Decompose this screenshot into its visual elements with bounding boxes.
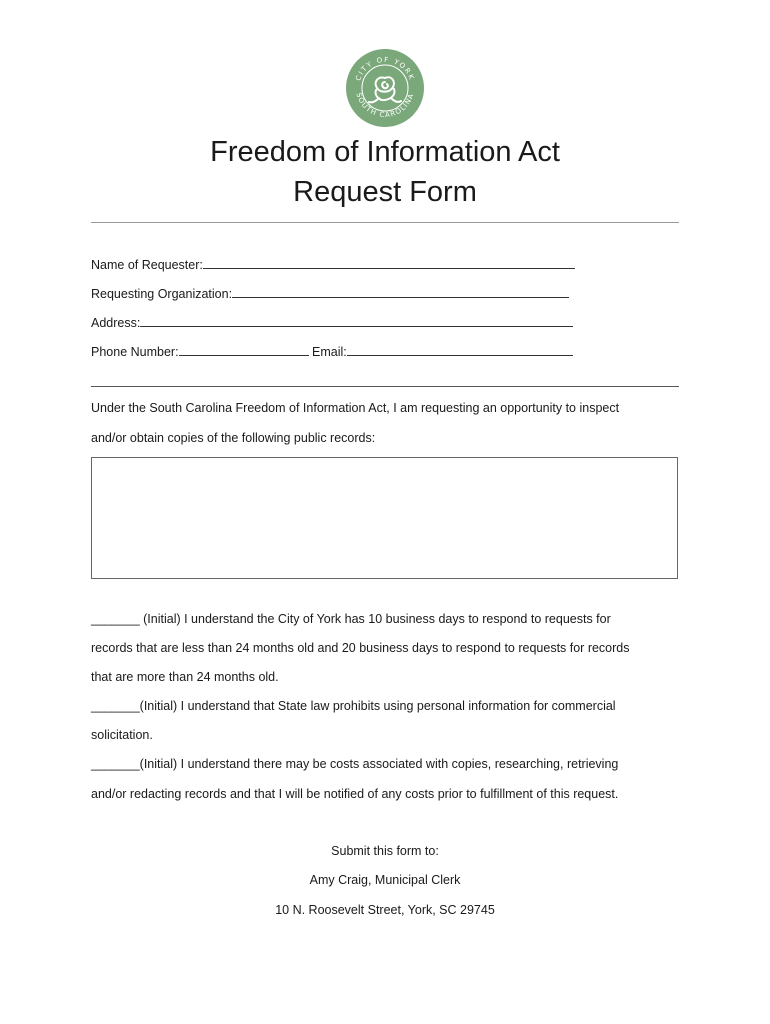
name-input-line[interactable] xyxy=(203,256,575,269)
ack1-line1: _______ (Initial) I understand the City of York has 10 business days to respond to requests for xyxy=(91,612,611,626)
organization-input-line[interactable] xyxy=(232,285,569,298)
email-label: Email: xyxy=(312,345,347,359)
ack3-line1: _______(Initial) I understand there may be costs associated with copies, researching, retrieving xyxy=(91,757,619,771)
svg-text:SOUTH CAROLINA: SOUTH CAROLINA xyxy=(354,91,416,120)
submit-address: 10 N. Roosevelt Street, York, SC 29745 xyxy=(275,903,495,917)
intro-line1: Under the South Carolina Freedom of Information Act, I am requesting an opportunity to inspect xyxy=(91,401,620,415)
city-seal-logo xyxy=(345,48,425,128)
svg-text:CITY OF YORK: CITY OF YORK xyxy=(354,55,416,82)
phone-email-row xyxy=(91,343,573,360)
address-input-line[interactable] xyxy=(140,314,573,327)
ack2-line2: solicitation. xyxy=(91,728,153,742)
records-request-box[interactable] xyxy=(91,457,678,579)
ack1-line3: that are more than 24 months old. xyxy=(91,670,279,684)
phone-label: Phone Number: xyxy=(91,345,179,359)
organization-label: Requesting Organization: xyxy=(91,287,233,301)
email-input-line[interactable] xyxy=(347,343,573,356)
name-label: Name of Requester: xyxy=(91,258,203,272)
header-divider xyxy=(91,222,679,223)
form-title-line2: Request Form xyxy=(293,176,477,208)
ack2-line1: _______(Initial) I understand that State law prohibits using personal information for commercial xyxy=(91,699,616,713)
form-title-line1: Freedom of Information Act xyxy=(210,136,560,168)
ack1-line2: records that are less than 24 months old and 20 business days to respond to requests for records xyxy=(91,641,630,655)
submit-name: Amy Craig, Municipal Clerk xyxy=(309,873,461,887)
section-divider xyxy=(91,386,679,387)
submit-heading: Submit this form to: xyxy=(331,844,439,858)
name-field-row xyxy=(91,256,575,273)
intro-line2: and/or obtain copies of the following public records: xyxy=(91,431,376,445)
ack3-line2: and/or redacting records and that I will be notified of any costs prior to fulfillment of this request. xyxy=(91,787,619,801)
phone-input-line[interactable] xyxy=(179,343,309,356)
address-label: Address: xyxy=(91,316,141,330)
organization-field-row xyxy=(91,285,569,302)
address-field-row xyxy=(91,314,573,331)
